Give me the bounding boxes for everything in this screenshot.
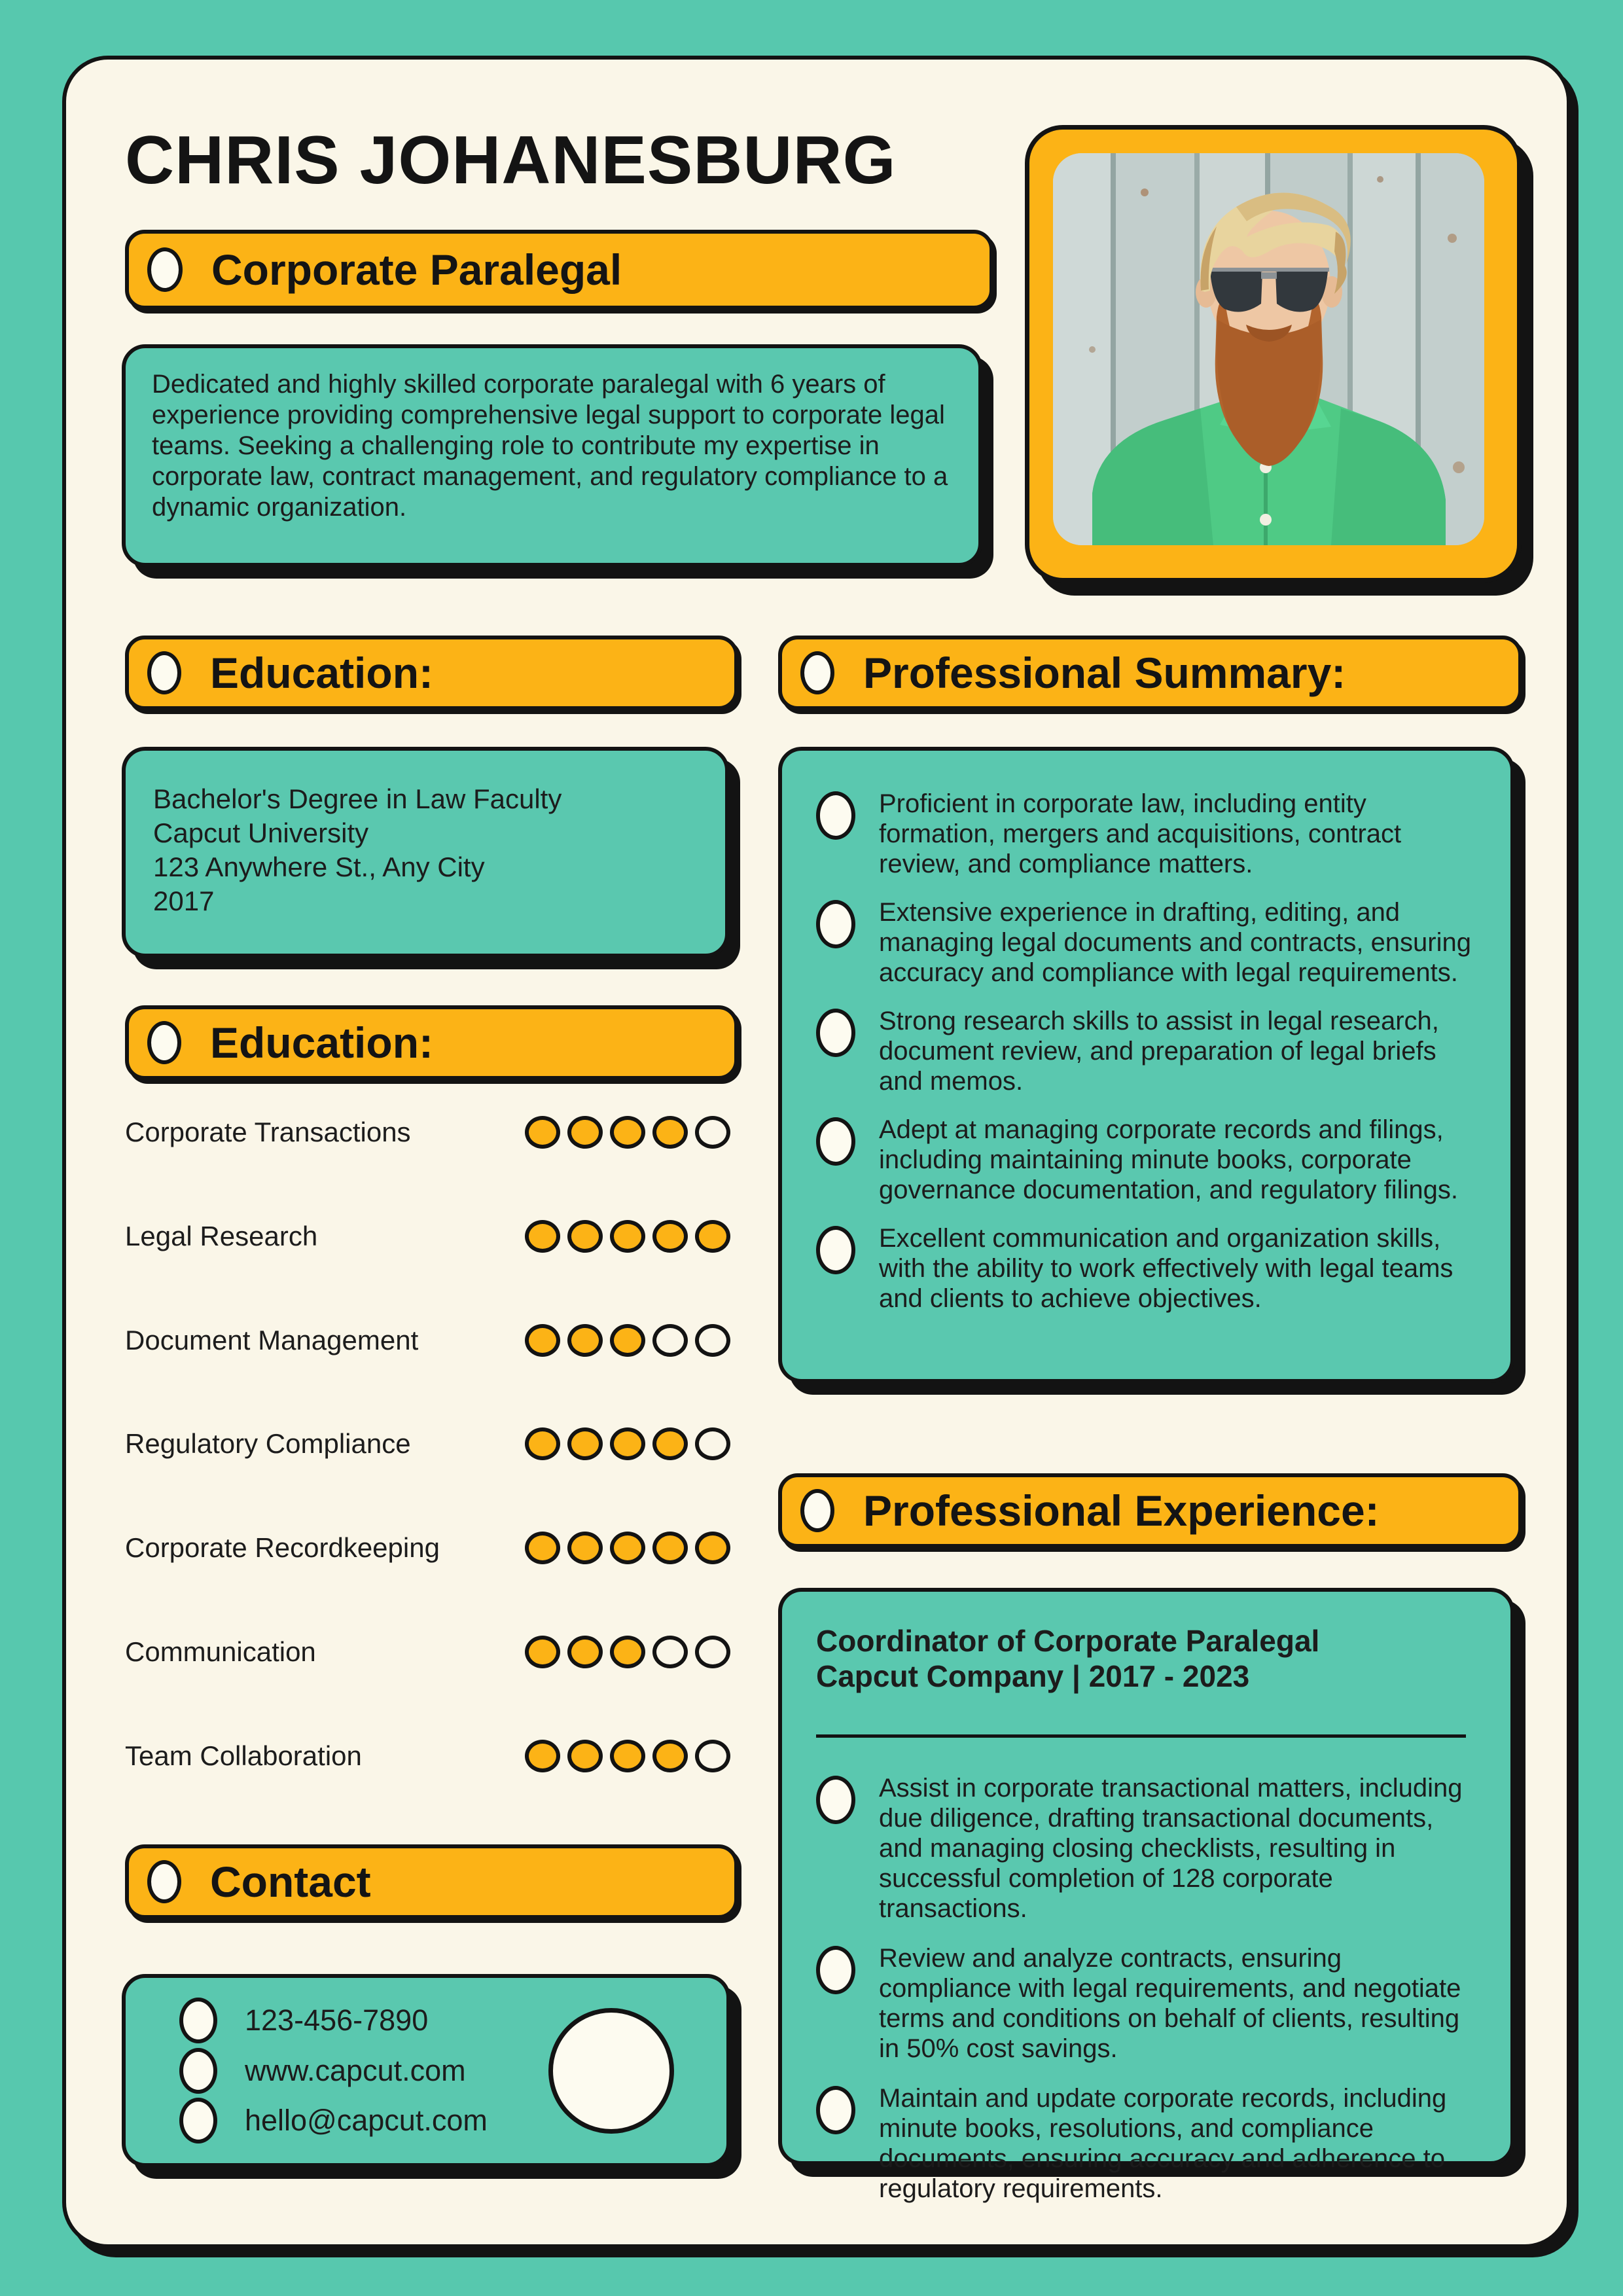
role-label: Corporate Paralegal — [211, 245, 622, 294]
skill-level-dots — [525, 1220, 730, 1253]
bullet-text: Proficient in corporate law, including entity formation, mergers and acquisitions, contract review, and compliance matters. — [879, 789, 1402, 878]
skill-level-dots — [525, 1427, 730, 1460]
skill-row — [125, 1320, 730, 1361]
bullet-icon — [147, 247, 183, 292]
bullet-item — [816, 2083, 1479, 2204]
professional-experience-header-label: Professional Experience: — [863, 1486, 1380, 1535]
section-header-education — [125, 636, 738, 710]
professional-experience-bullets — [816, 1773, 1479, 2204]
bullet-item — [816, 897, 1479, 988]
contact-text: www.capcut.com — [245, 2053, 466, 2087]
professional-summary-header-label: Professional Summary: — [863, 649, 1346, 697]
skill-level-dots — [525, 1532, 730, 1564]
skill-row — [125, 1424, 730, 1464]
contact-text: hello@capcut.com — [245, 2104, 488, 2137]
professional-summary-box — [778, 747, 1514, 1383]
contact-phone — [152, 1998, 571, 2043]
contact-photo-placeholder-circle — [548, 2008, 674, 2134]
dot-filled-icon — [567, 1427, 603, 1460]
role-badge — [125, 230, 993, 310]
dot-filled-icon — [567, 1740, 603, 1772]
dot-filled-icon — [610, 1427, 645, 1460]
person-name: CHRIS JOHANESBURG — [125, 122, 897, 198]
section-header-skills — [125, 1005, 738, 1080]
skill-row — [125, 1528, 730, 1568]
bullet-text: Strong research skills to assist in legal research, document review, and preparation of legal briefs and memos. — [879, 1007, 1439, 1096]
dot-filled-icon — [695, 1220, 730, 1253]
bullet-icon — [816, 1009, 855, 1057]
dot-filled-icon — [652, 1220, 688, 1253]
contact-header-label: Contact — [210, 1857, 371, 1906]
dot-filled-icon — [695, 1532, 730, 1564]
bullet-text: Maintain and update corporate records, including minute books, resolutions, and compliance documents, ensuring accuracy and adherence to regulatory requirements. — [879, 2084, 1447, 2203]
dot-filled-icon — [652, 1740, 688, 1772]
dot-filled-icon — [610, 1532, 645, 1564]
skill-label: Legal Research — [125, 1220, 318, 1251]
education-box — [122, 747, 729, 958]
bullet-icon — [147, 1860, 181, 1903]
profile-photo-illustration — [1053, 153, 1484, 545]
bullet-item — [816, 1943, 1479, 2064]
dot-filled-icon — [610, 1220, 645, 1253]
education-address: 123 Anywhere St., Any City — [153, 852, 485, 882]
dot-empty-icon — [695, 1740, 730, 1772]
education-header-label: Education: — [210, 649, 433, 697]
about-box — [122, 344, 982, 567]
job-meta: Capcut Company | 2017 - 2023 — [816, 1659, 1250, 1693]
job-title: Coordinator of Corporate Paralegal — [816, 1624, 1320, 1658]
dot-empty-icon — [695, 1324, 730, 1357]
skill-label: Team Collaboration — [125, 1740, 362, 1771]
section-header-contact — [125, 1844, 738, 1919]
bullet-text: Extensive experience in drafting, editing, and managing legal documents and contracts, ensuring accuracy and compliance with legal requirements. — [879, 898, 1471, 987]
contact-website — [152, 2048, 571, 2094]
bullet-text: Assist in corporate transactional matters, including due diligence, drafting transactional documents, and managing closing checklists, resulting in successful completion of 128 corporate transactions. — [879, 1774, 1463, 1923]
dot-filled-icon — [525, 1740, 560, 1772]
professional-experience-box — [778, 1588, 1514, 2203]
dot-filled-icon — [567, 1532, 603, 1564]
dot-empty-icon — [652, 1324, 688, 1357]
bullet-icon — [816, 1776, 855, 1824]
bullet-icon — [816, 1117, 855, 1166]
bullet-icon — [179, 2048, 217, 2094]
dot-filled-icon — [652, 1116, 688, 1149]
professional-summary-bullets — [816, 789, 1479, 1314]
dot-filled-icon — [610, 1116, 645, 1149]
skill-row — [125, 1112, 730, 1153]
contact-box — [122, 1974, 730, 2167]
contact-email — [152, 2098, 571, 2144]
bullet-icon — [816, 2086, 855, 2134]
dot-filled-icon — [610, 1636, 645, 1668]
skill-row — [125, 1736, 730, 1776]
bullet-item — [816, 789, 1479, 879]
skill-label: Regulatory Compliance — [125, 1428, 411, 1460]
bullet-text: Excellent communication and organization skills, with the ability to work effectively with legal teams and clients to achieve objectives. — [879, 1224, 1454, 1313]
dot-filled-icon — [525, 1116, 560, 1149]
dot-filled-icon — [525, 1532, 560, 1564]
dot-filled-icon — [610, 1324, 645, 1357]
dot-filled-icon — [525, 1636, 560, 1668]
skill-label: Corporate Transactions — [125, 1117, 411, 1147]
education-degree: Bachelor's Degree in Law Faculty — [153, 783, 562, 814]
education-school: Capcut University — [153, 817, 369, 848]
bullet-text: Adept at managing corporate records and filings, including maintaining minute books, corporate governance documentation, and regulatory filings. — [879, 1115, 1458, 1204]
dot-empty-icon — [695, 1427, 730, 1460]
section-header-professional-experience — [778, 1473, 1522, 1548]
skill-label: Document Management — [125, 1324, 419, 1355]
dot-filled-icon — [652, 1427, 688, 1460]
about-text: Dedicated and highly skilled corporate paralegal with 6 years of experience providing comprehensive legal support to corporate legal teams. Seeking a challenging role to contribute my expertise in corporate law, contract management, and regulatory compliance to a dynamic organization. — [152, 370, 948, 522]
dot-empty-icon — [695, 1116, 730, 1149]
skill-label: Corporate Recordkeeping — [125, 1532, 440, 1564]
skill-level-dots — [525, 1116, 730, 1149]
contact-list — [152, 1998, 571, 2144]
bullet-item — [816, 1773, 1479, 1924]
bullet-icon — [147, 651, 181, 694]
bullet-icon — [179, 1998, 217, 2043]
dot-filled-icon — [567, 1636, 603, 1668]
skills-list — [125, 1112, 730, 1776]
bullet-icon — [816, 791, 855, 840]
contact-text: 123-456-7890 — [245, 2003, 429, 2037]
dot-filled-icon — [525, 1427, 560, 1460]
dot-filled-icon — [567, 1324, 603, 1357]
bullet-text: Review and analyze contracts, ensuring compliance with legal requirements, and negotiate terms and conditions on behalf of clients, resulting in 50% cost savings. — [879, 1944, 1461, 2063]
dot-filled-icon — [567, 1116, 603, 1149]
skill-level-dots — [525, 1740, 730, 1772]
bullet-icon — [800, 1489, 834, 1532]
divider-line — [816, 1734, 1466, 1738]
resume-page — [62, 56, 1571, 2248]
skill-level-dots — [525, 1636, 730, 1668]
profile-photo — [1025, 125, 1522, 583]
skill-level-dots — [525, 1324, 730, 1357]
bullet-icon — [816, 1946, 855, 1994]
dot-filled-icon — [567, 1220, 603, 1253]
dot-filled-icon — [525, 1220, 560, 1253]
dot-filled-icon — [610, 1740, 645, 1772]
bullet-item — [816, 1115, 1479, 1205]
bullet-item — [816, 1006, 1479, 1096]
dot-filled-icon — [525, 1324, 560, 1357]
dot-empty-icon — [695, 1636, 730, 1668]
skill-row — [125, 1216, 730, 1257]
education-year: 2017 — [153, 886, 215, 916]
bullet-icon — [816, 1226, 855, 1274]
bullet-icon — [816, 900, 855, 948]
bullet-icon — [800, 651, 834, 694]
section-header-professional-summary — [778, 636, 1522, 710]
dot-filled-icon — [652, 1532, 688, 1564]
bullet-icon — [147, 1021, 181, 1064]
bullet-item — [816, 1223, 1479, 1314]
skill-label: Communication — [125, 1636, 316, 1668]
skill-row — [125, 1632, 730, 1672]
dot-empty-icon — [652, 1636, 688, 1668]
skills-header-label: Education: — [210, 1018, 433, 1067]
bullet-icon — [179, 2098, 217, 2144]
